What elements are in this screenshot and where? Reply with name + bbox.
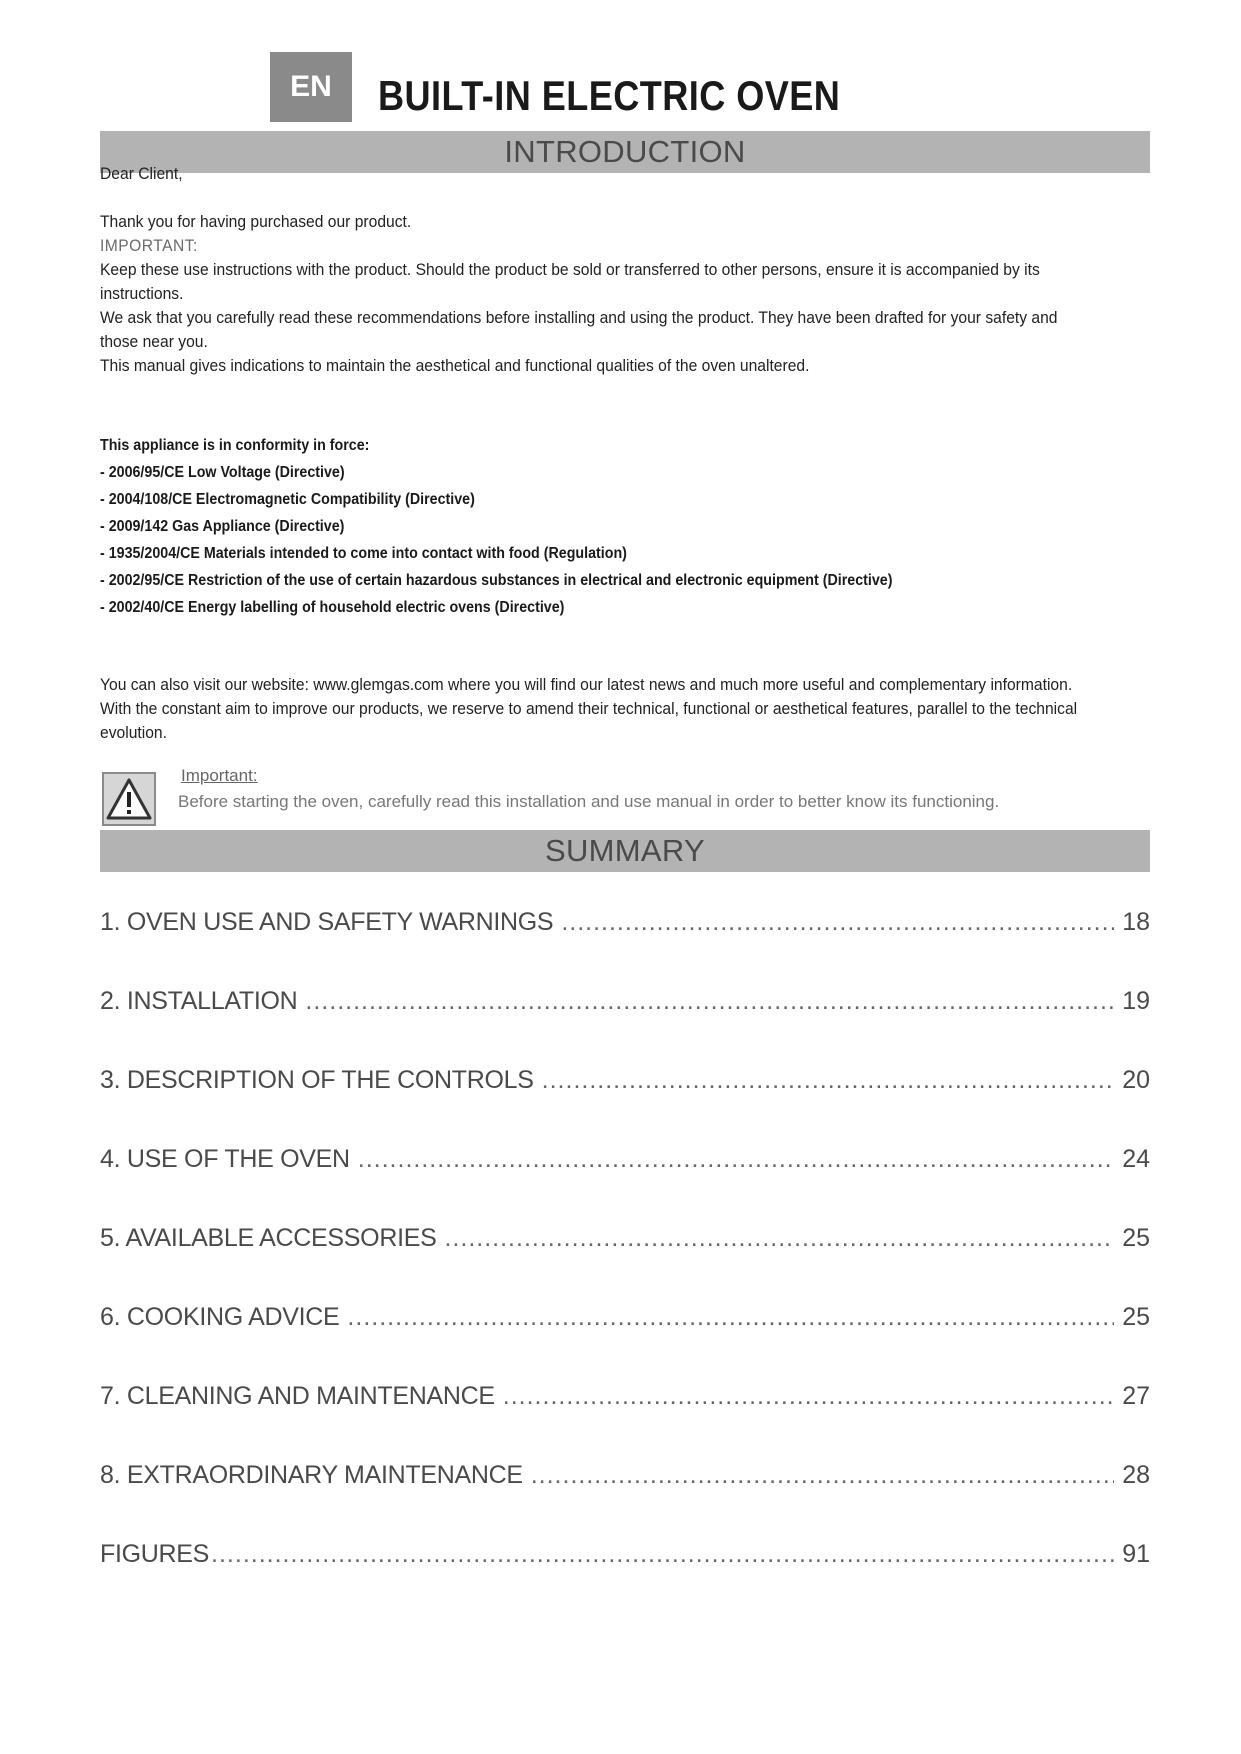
toc-item-title: 6. COOKING ADVICE: [100, 1303, 340, 1331]
toc-item-title: 1. OVEN USE AND SAFETY WARNINGS: [100, 908, 554, 936]
greeting: Dear Client,: [100, 164, 183, 183]
important-label: IMPORTANT:: [100, 236, 198, 255]
intro-paragraph: Keep these use instructions with the product. Should the product be sold or transferred to other persons, ensure it is accompanied by its instructions.: [100, 260, 1040, 303]
toc-item-page: 91: [1122, 1540, 1150, 1568]
toc-item[interactable]: [100, 1066, 1150, 1145]
toc-item-title: 2. INSTALLATION: [100, 987, 298, 1015]
conformity-heading: This appliance is in conformity in force:: [100, 437, 370, 454]
directive-item: - 2004/108/CE Electromagnetic Compatibility (Directive): [100, 491, 475, 508]
directive-item: - 2006/95/CE Low Voltage (Directive): [100, 464, 345, 481]
conformity-list: [100, 432, 892, 621]
toc-item[interactable]: [100, 1303, 1150, 1382]
directive-item: - 2009/142 Gas Appliance (Directive): [100, 518, 345, 535]
toc-item-title: 4. USE OF THE OVEN: [100, 1145, 350, 1173]
improvement-line: With the constant aim to improve our products, we reserve to amend their technical, functional or aesthetical features, parallel to the technical evolution.: [100, 699, 1078, 742]
toc-item[interactable]: [100, 1461, 1150, 1540]
notice-text: Before starting the oven, carefully read this installation and use manual in order to better know its functioning.: [178, 792, 1000, 811]
toc-item-page: 27: [1122, 1382, 1150, 1410]
table-of-contents: [100, 908, 1150, 1600]
toc-leader: [542, 1066, 1115, 1095]
toc-item[interactable]: [100, 1382, 1150, 1461]
toc-item[interactable]: [100, 1540, 1150, 1600]
directive-item: - 2002/40/CE Energy labelling of household electric ovens (Directive): [100, 599, 565, 616]
toc-item[interactable]: [100, 987, 1150, 1066]
toc-item-title: FIGURES: [100, 1540, 210, 1568]
website-info: [100, 673, 1094, 745]
toc-item-title: 7. CLEANING AND MAINTENANCE: [100, 1382, 495, 1410]
toc-leader: [444, 1224, 1114, 1253]
summary-heading: SUMMARY: [100, 830, 1150, 872]
toc-leader: [358, 1145, 1114, 1174]
toc-item-title: 5. AVAILABLE ACCESSORIES: [100, 1224, 437, 1252]
introduction-heading: INTRODUCTION: [100, 131, 1150, 173]
toc-item-page: 25: [1122, 1224, 1150, 1252]
language-badge: EN: [270, 52, 352, 122]
toc-item-title: 8. EXTRAORDINARY MAINTENANCE: [100, 1461, 523, 1489]
toc-item[interactable]: [100, 1224, 1150, 1303]
toc-leader: [211, 1540, 1114, 1569]
toc-item[interactable]: [100, 1145, 1150, 1224]
page-title: BUILT-IN ELECTRIC OVEN: [378, 72, 841, 119]
toc-item[interactable]: [100, 908, 1150, 987]
toc-item-page: 25: [1122, 1303, 1150, 1331]
toc-item-title: 3. DESCRIPTION OF THE CONTROLS: [100, 1066, 534, 1094]
toc-leader: [347, 1303, 1114, 1332]
toc-leader: [531, 1461, 1114, 1490]
intro-paragraph: This manual gives indications to maintain the aesthetical and functional qualities of the oven unaltered.: [100, 356, 810, 375]
toc-leader: [503, 1382, 1114, 1411]
toc-leader: [561, 908, 1114, 937]
thanks-text: Thank you for having purchased our product.: [100, 212, 412, 231]
warning-triangle-icon: [102, 772, 156, 826]
notice-title: Important:: [181, 766, 258, 785]
intro-paragraph: We ask that you carefully read these recommendations before installing and using the product. They have been drafted for your safety and those near you.: [100, 308, 1058, 351]
toc-leader: [305, 987, 1114, 1016]
directive-item: - 2002/95/CE Restriction of the use of certain hazardous substances in electrical and electronic equipment (Directive): [100, 572, 893, 589]
introduction-body: [100, 162, 1084, 378]
toc-item-page: 18: [1122, 908, 1150, 936]
toc-item-page: 24: [1122, 1145, 1150, 1173]
toc-item-page: 28: [1122, 1461, 1150, 1489]
toc-item-page: 19: [1122, 987, 1150, 1015]
toc-item-page: 20: [1122, 1066, 1150, 1094]
website-line: You can also visit our website: www.glemgas.com where you will find our latest news and much more useful and complementary information.: [100, 675, 1073, 694]
directive-item: - 1935/2004/CE Materials intended to come into contact with food (Regulation): [100, 545, 627, 562]
